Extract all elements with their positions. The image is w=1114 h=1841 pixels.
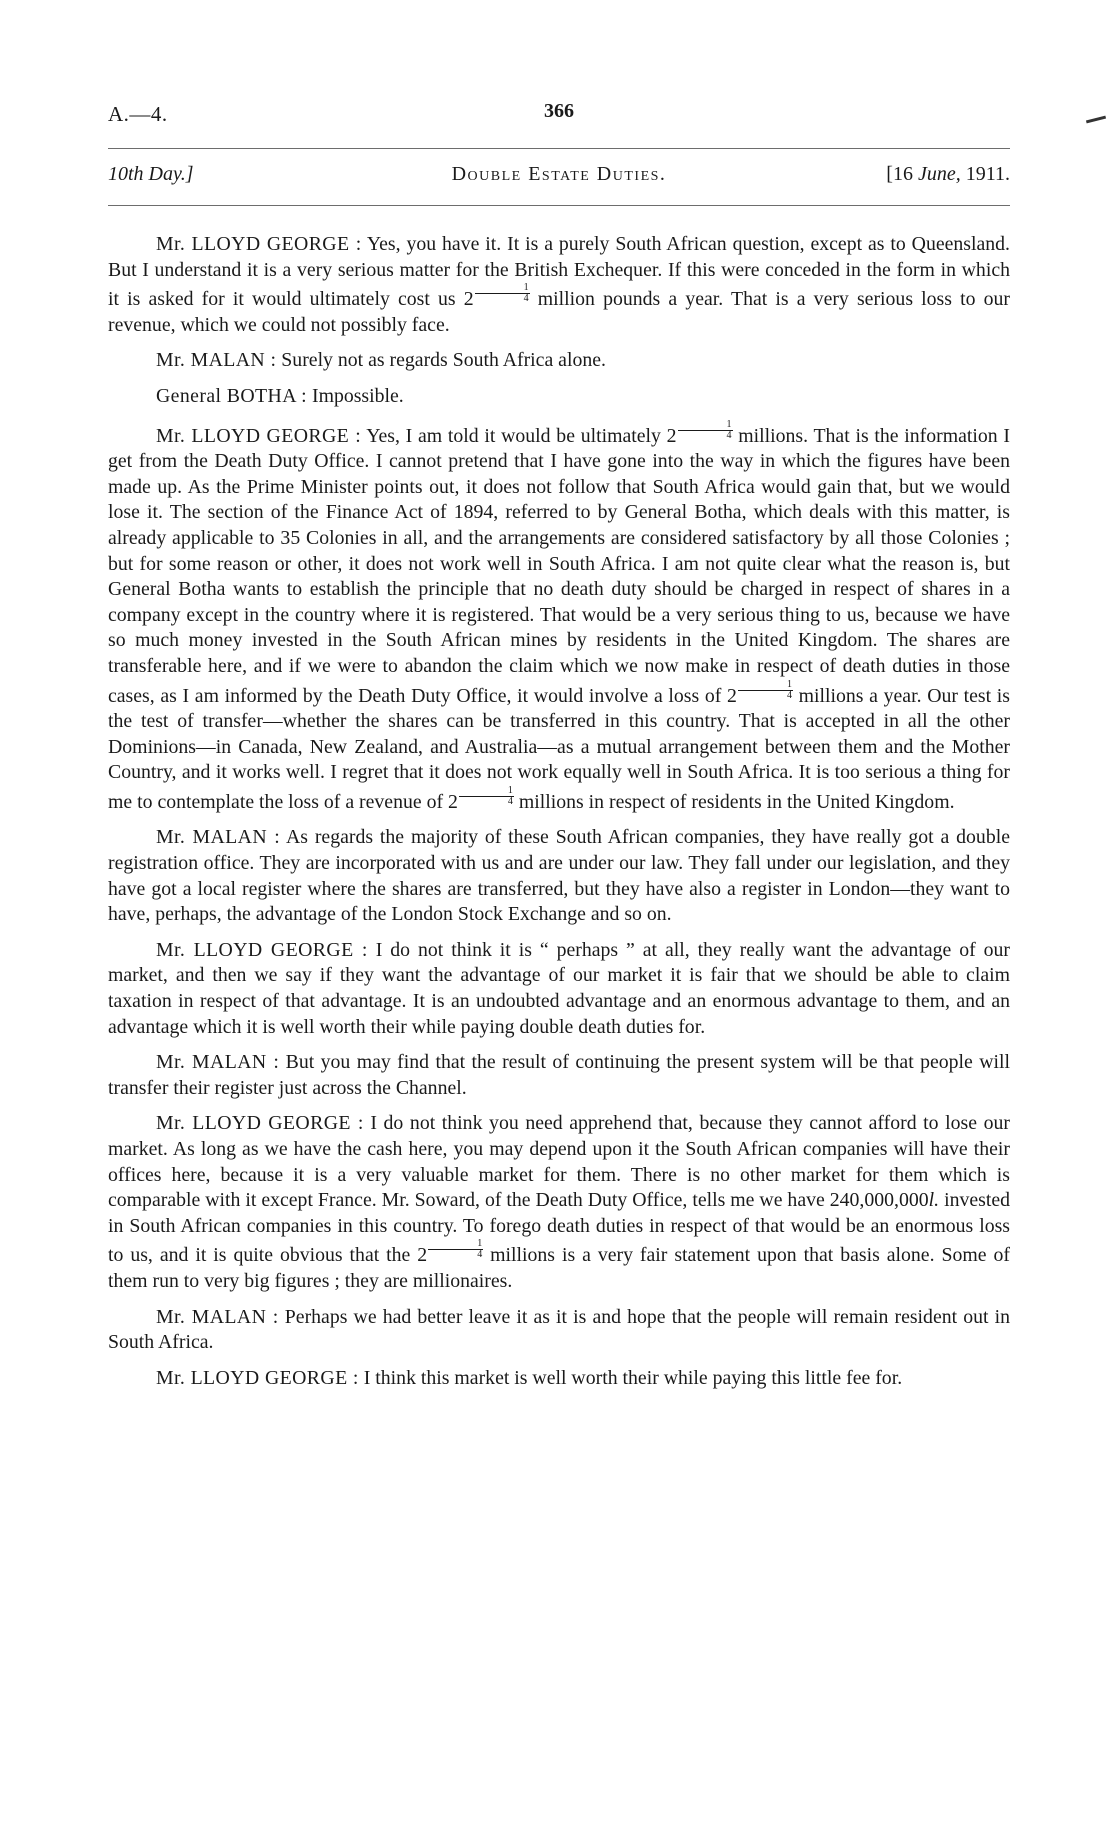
speaker-name: Mr. MALAN : [156, 1305, 279, 1328]
speech-paragraph [108, 348, 1010, 374]
fraction-denominator: 4 [477, 1249, 483, 1261]
header-rule-bottom [108, 205, 1010, 206]
speaker-name: Mr. MALAN : [156, 826, 281, 849]
running-head [108, 163, 1010, 193]
fraction [475, 283, 530, 304]
speech-paragraph [108, 938, 1010, 1040]
fraction-numerator: 1 [738, 680, 793, 691]
sitting-date: [16 June, 1911. [886, 163, 1010, 185]
speech-text: millions a year. Our test is the test of transfer—whether the shares can be transferred in this country. That is accepted in all the other Dominions—in Canada, New Zealand, and Australia—as a mutual arrangement between them and the Mother Country, and it works well. I regret that it does not work equally well in South Africa. It is too serious a thing for me to contemplate the loss of a revenue of 2 [108, 684, 1010, 813]
page-top-row [108, 96, 1010, 130]
speaker-name: Mr. MALAN : [156, 1051, 280, 1074]
speaker-name: Mr. MALAN : [156, 349, 277, 372]
speech-text: I do not think it is “ perhaps ” at all, they really want the advantage of our market, and then we say if they want the advantage of our market it is fair that we should be able to claim taxation in respect of that advantage. It is an undoubted advantage and an enormous advantage to them, and an advantage which it is well worth their while paying double death duties for. [108, 938, 1010, 1038]
fraction-numerator: 1 [475, 283, 530, 294]
speech-paragraph [108, 420, 1010, 816]
speaker-name: General BOTHA : [156, 384, 308, 407]
scan-mark [1086, 116, 1106, 124]
speech-paragraph [108, 1366, 1010, 1392]
fraction-numerator: 1 [428, 1239, 483, 1250]
speech-text: I think this market is well worth their while paying this little fee for. [358, 1366, 903, 1389]
speech-text: millions. That is the information I get from the Death Duty Office. I cannot pretend that I have gone into the way in which the figures have been made up. As the Prime Minister points out, it does not follow that South Africa would gain that, but we would lose it. The section of the Finance Act of 1894, referred to by General Botha, which deals with this matter, is already applicable to 35 Colonies in all, and the arrangements are considered satisfactory by all those Colonies ; but for some reason or other, it does not work well in South Africa. I am not quite clear what the reason is, but General Botha wants to establish the principle that no death duty should be charged in respect of shares in a company except in the country where it is registered. That would be a very serious thing to us, because we have so much money invested in the South African mines by residents in the United Kingdom. The shares are transferable here, and if we were to abandon the claim which we now make in respect of death duties in those cases, as I am informed by the Death Duty Office, it would involve a loss of 2 [108, 424, 1010, 707]
transcript-body [108, 232, 1010, 1391]
fraction-denominator: 4 [786, 689, 792, 701]
series-reference: A.—4. [108, 102, 168, 126]
speech-paragraph [108, 825, 1010, 927]
speaker-name: Mr. LLOYD GEORGE : [156, 1112, 364, 1135]
page-number: 366 [544, 100, 574, 122]
speaker-name: Mr. LLOYD GEORGE : [156, 424, 362, 447]
speech-text: As regards the majority of these South African companies, they have really got a double registration office. They are incorporated with us and are under our law. They fall under our legislation, and they have got a local register where the shares are transferred, but they have also a register in London—they want to have, perhaps, the advantage of the London Stock Exchange and so on. [108, 826, 1010, 926]
header-rule-top [108, 148, 1010, 149]
fraction-denominator: 4 [726, 429, 732, 441]
fraction-denominator: 4 [507, 795, 513, 807]
section-title: Double Estate Duties. [451, 163, 667, 185]
speaker-name: Mr. LLOYD GEORGE : [156, 1366, 359, 1389]
fraction [428, 1239, 483, 1260]
fraction [738, 680, 793, 701]
fraction-denominator: 4 [523, 293, 529, 305]
speech-paragraph [108, 1111, 1010, 1294]
fraction [678, 420, 733, 441]
speech-text: million pounds a year. That is a very serious loss to our revenue, which we could not possibly face. [108, 288, 1010, 336]
speech-text: Yes, I am told it would be ultimately 2 [361, 424, 677, 447]
speech-text: Perhaps we had better leave it as it is and hope that the people will remain resident out in South Africa. [108, 1305, 1010, 1354]
fraction-numerator: 1 [678, 420, 733, 431]
speech-paragraph [108, 1305, 1010, 1356]
speech-paragraph [108, 1050, 1010, 1101]
speech-text: millions is a very fair statement upon that basis alone. Some of them run to very big figures ; they are millionaires. [108, 1244, 1010, 1292]
speech-text: invested in South African companies in this country. To forego death duties in respect of that would be an enormous loss to us, and it is quite obvious that the 2 [108, 1189, 1010, 1267]
speech-text: millions in respect of residents in the United Kingdom. [513, 790, 955, 813]
speech-paragraph [108, 384, 1010, 410]
fraction [459, 786, 514, 807]
fraction-numerator: 1 [459, 786, 514, 797]
italic-text: l. [928, 1189, 940, 1212]
speaker-name: Mr. LLOYD GEORGE : [156, 938, 368, 961]
speech-text: But you may find that the result of continuing the present system will be that people will transfer their register just across the Channel. [108, 1051, 1010, 1099]
speech-text: I do not think you need apprehend that, because they cannot afford to lose our market. As long as we have the cash here, you may depend upon it the South African companies will have their offices here, because it is a very valuable market for them. There is no other market for them which is comparable with it except France. Mr. Soward, of the Death Duty Office, tells me we have 240,000,000 [108, 1112, 1010, 1212]
speech-paragraph [108, 232, 1010, 338]
document-page [108, 96, 1010, 1401]
speech-text: Impossible. [307, 384, 404, 407]
speaker-name: Mr. LLOYD GEORGE : [156, 233, 362, 255]
sitting-day: 10th Day.] [108, 163, 194, 185]
speech-text: Yes, you have it. It is a purely South African question, except as to Queensland. But I understand it is a very serious matter for the British Exchequer. If this were conceded in the form in which it is asked for it would ultimately cost us 2 [108, 233, 1010, 311]
speech-text: Surely not as regards South Africa alone. [276, 349, 606, 372]
